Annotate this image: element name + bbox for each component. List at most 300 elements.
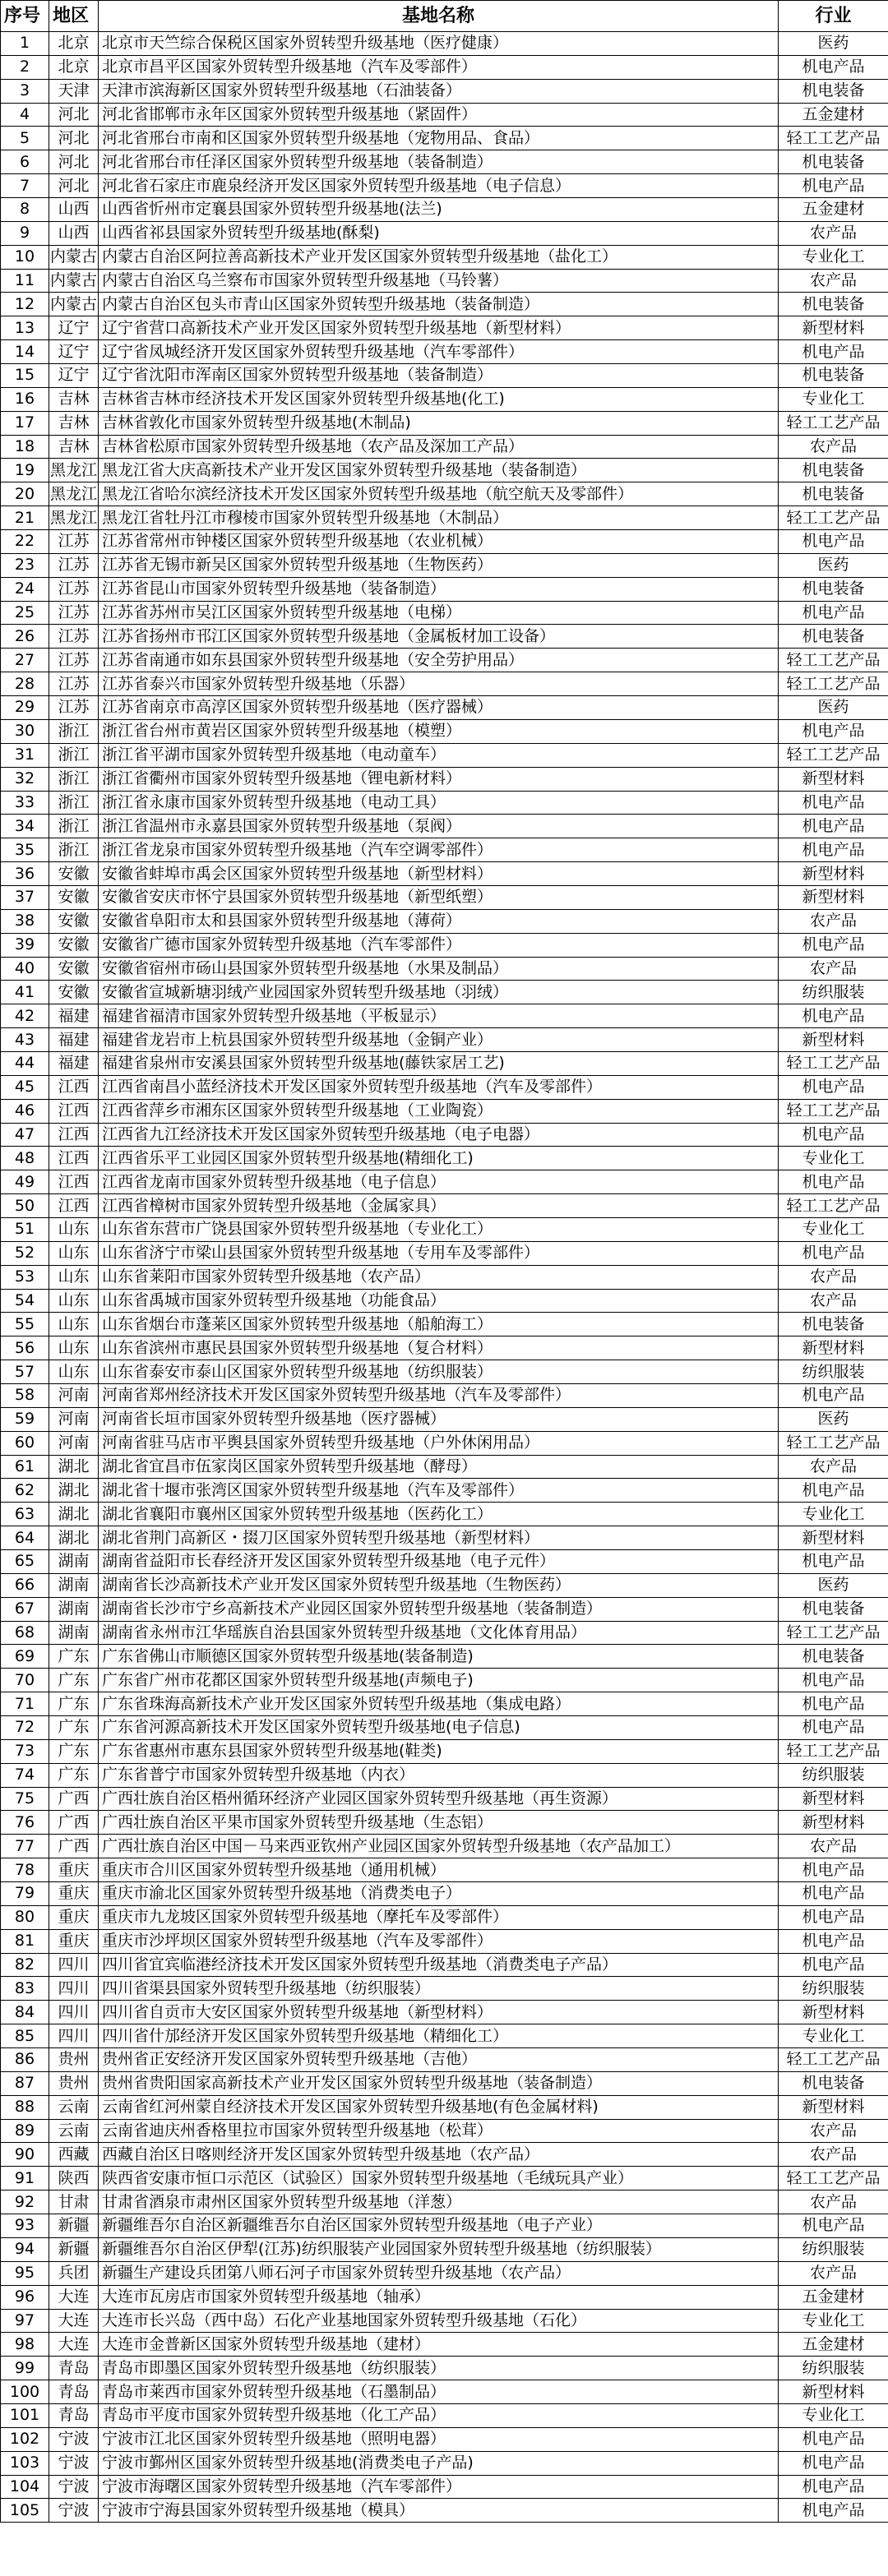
base-name-cell: 浙江省龙泉市国家外贸转型升级基地（汽车空调零部件） [99, 838, 779, 862]
industry-cell: 新型材料 [779, 885, 888, 909]
region-cell: 山东 [49, 1217, 99, 1241]
industry-cell: 五金建材 [779, 2333, 888, 2357]
region-cell: 福建 [49, 1028, 99, 1052]
row-number: 37 [1, 885, 49, 909]
row-number: 24 [1, 577, 49, 601]
region-cell: 江西 [49, 1170, 99, 1194]
base-name-cell: 山东省滨州市惠民县国家外贸转型升级基地（复合材料） [99, 1336, 779, 1360]
table-row [1, 696, 888, 720]
region-cell: 云南 [49, 2095, 99, 2119]
industry-cell: 机电装备 [779, 577, 888, 601]
base-name-cell: 湖南省长沙高新技术产业开发区国家外贸转型升级基地（生物医药） [99, 1573, 779, 1597]
table-row [1, 198, 888, 222]
industry-cell: 纺织服装 [779, 1763, 888, 1787]
base-name-cell: 广东省珠海高新技术产业开发区国家外贸转型升级基地（集成电路） [99, 1692, 779, 1716]
row-number: 85 [1, 2024, 49, 2048]
base-name-cell: 大连市长兴岛（西中岛）石化产业基地国家外贸转型升级基地（石化） [99, 2309, 779, 2333]
base-name-cell: 浙江省永康市国家外贸转型升级基地（电动工具） [99, 791, 779, 815]
base-name-cell: 贵州省正安经济开发区国家外贸转型升级基地（吉他） [99, 2048, 779, 2072]
industry-cell: 纺织服装 [779, 1977, 888, 2001]
row-number: 105 [1, 2499, 49, 2523]
region-cell: 新疆 [49, 2237, 99, 2261]
region-cell: 广东 [49, 1692, 99, 1716]
region-cell: 湖北 [49, 1479, 99, 1503]
table-row [1, 2261, 888, 2285]
industry-cell: 专业化工 [779, 2309, 888, 2333]
base-name-cell: 广东省广州市花都区国家外贸转型升级基地(声频电子) [99, 1669, 779, 1692]
region-cell: 湖南 [49, 1621, 99, 1645]
table-row [1, 1739, 888, 1763]
row-number: 63 [1, 1503, 49, 1526]
base-name-cell: 青岛市莱西市国家外贸转型升级基地（石墨制品） [99, 2380, 779, 2404]
table-row [1, 2285, 888, 2309]
row-number: 25 [1, 601, 49, 625]
row-number: 34 [1, 815, 49, 838]
industry-cell: 机电产品 [779, 1905, 888, 1929]
base-name-cell: 北京市昌平区国家外贸转型升级基地（汽车及零部件） [99, 55, 779, 79]
base-name-cell: 天津市滨海新区国家外贸转型升级基地（石油装备） [99, 79, 779, 103]
row-number: 35 [1, 838, 49, 862]
region-cell: 四川 [49, 2001, 99, 2024]
base-name-cell: 宁波市海曙区国家外贸转型升级基地（汽车零部件） [99, 2475, 779, 2499]
industry-cell: 新型材料 [779, 1787, 888, 1811]
industry-cell: 农产品 [779, 2261, 888, 2285]
industry-cell: 纺织服装 [779, 1360, 888, 1384]
region-cell: 天津 [49, 79, 99, 103]
row-number: 86 [1, 2048, 49, 2072]
base-name-cell: 西藏自治区日喀则经济开发区国家外贸转型升级基地（农产品） [99, 2143, 779, 2167]
region-cell: 山西 [49, 198, 99, 222]
industry-cell: 机电装备 [779, 625, 888, 649]
table-row [1, 1597, 888, 1621]
table-row [1, 482, 888, 506]
row-number: 33 [1, 791, 49, 815]
table-row [1, 2191, 888, 2214]
region-cell: 山西 [49, 221, 99, 245]
table-row [1, 1692, 888, 1716]
industry-cell: 机电产品 [779, 1716, 888, 1740]
table-row [1, 838, 888, 862]
region-cell: 安徽 [49, 981, 99, 1004]
table-row [1, 1170, 888, 1194]
industry-cell: 机电产品 [779, 1858, 888, 1882]
table-row [1, 2499, 888, 2523]
table-row [1, 2451, 888, 2475]
row-number: 31 [1, 743, 49, 767]
table-row [1, 79, 888, 103]
region-cell: 重庆 [49, 1905, 99, 1929]
row-number: 15 [1, 364, 49, 388]
table-row [1, 1360, 888, 1384]
base-name-cell: 四川省什邡经济开发区国家外贸转型升级基地（精细化工） [99, 2024, 779, 2048]
base-name-cell: 湖北省宜昌市伍家岗区国家外贸转型升级基地（酵母） [99, 1455, 779, 1479]
industry-cell: 轻工工艺产品 [779, 649, 888, 672]
base-name-cell: 吉林省松原市国家外贸转型升级基地（农产品及深加工产品） [99, 435, 779, 459]
row-number: 53 [1, 1265, 49, 1289]
base-name-cell: 大连市金普新区国家外贸转型升级基地（建材） [99, 2333, 779, 2357]
base-name-cell: 大连市瓦房店市国家外贸转型升级基地（轴承） [99, 2285, 779, 2309]
region-cell: 江苏 [49, 696, 99, 720]
industry-cell: 机电装备 [779, 79, 888, 103]
base-name-cell: 河北省邯郸市永年区国家外贸转型升级基地（紧固件） [99, 103, 779, 127]
table-row [1, 1763, 888, 1787]
row-number: 69 [1, 1645, 49, 1669]
region-cell: 安徽 [49, 909, 99, 933]
row-number: 93 [1, 2214, 49, 2238]
region-cell: 兵团 [49, 2261, 99, 2285]
industry-cell: 机电产品 [779, 1929, 888, 1953]
table-row [1, 815, 888, 838]
industry-cell: 新型材料 [779, 2095, 888, 2119]
row-number: 68 [1, 1621, 49, 1645]
table-row [1, 1336, 888, 1360]
industry-cell: 纺织服装 [779, 2237, 888, 2261]
table-row [1, 411, 888, 435]
region-cell: 江西 [49, 1075, 99, 1099]
industry-cell: 农产品 [779, 221, 888, 245]
base-name-cell: 河南省长垣市国家外贸转型升级基地（医疗器械） [99, 1407, 779, 1431]
base-name-cell: 湖南省长沙市宁乡高新技术产业园区国家外贸转型升级基地（装备制造） [99, 1597, 779, 1621]
row-number: 14 [1, 340, 49, 364]
table-row [1, 577, 888, 601]
base-name-cell: 新疆维吾尔自治区新疆维吾尔自治区国家外贸转型升级基地（电子产业） [99, 2214, 779, 2238]
base-name-cell: 江苏省昆山市国家外贸转型升级基地（装备制造） [99, 577, 779, 601]
table-row [1, 316, 888, 340]
industry-cell: 机电产品 [779, 2475, 888, 2499]
table-row [1, 387, 888, 411]
table-row [1, 862, 888, 886]
base-name-cell: 广西壮族自治区中国－马来西亚钦州产业园区国家外贸转型升级基地（农产品加工） [99, 1835, 779, 1858]
row-number: 49 [1, 1170, 49, 1194]
row-number: 81 [1, 1929, 49, 1953]
row-number: 8 [1, 198, 49, 222]
header-region: 地区 [49, 1, 99, 32]
industry-cell: 机电产品 [779, 55, 888, 79]
row-number: 102 [1, 2427, 49, 2451]
base-name-cell: 福建省福清市国家外贸转型升级基地（平板显示） [99, 1004, 779, 1028]
base-name-cell: 青岛市平度市国家外贸转型升级基地（化工产品） [99, 2403, 779, 2427]
industry-cell: 轻工工艺产品 [779, 1431, 888, 1455]
industry-cell: 轻工工艺产品 [779, 2048, 888, 2072]
table-row [1, 1882, 888, 1906]
table-row [1, 2237, 888, 2261]
region-cell: 浙江 [49, 767, 99, 791]
base-name-cell: 重庆市九龙坡区国家外贸转型升级基地（摩托车及零部件） [99, 1905, 779, 1929]
row-number: 55 [1, 1313, 49, 1336]
base-name-cell: 宁波市宁海县国家外贸转型升级基地（模具） [99, 2499, 779, 2523]
region-cell: 浙江 [49, 815, 99, 838]
row-number: 45 [1, 1075, 49, 1099]
table-row [1, 1099, 888, 1123]
industry-cell: 轻工工艺产品 [779, 506, 888, 530]
base-name-cell: 安徽省宿州市砀山县国家外贸转型升级基地（水果及制品） [99, 957, 779, 981]
table-row [1, 2001, 888, 2024]
table-row [1, 672, 888, 696]
row-number: 50 [1, 1194, 49, 1218]
table-row [1, 364, 888, 388]
region-cell: 青岛 [49, 2403, 99, 2427]
base-name-cell: 安徽省广德市国家外贸转型升级基地（汽车零部件） [99, 933, 779, 957]
table-row [1, 1194, 888, 1218]
industry-cell: 机电产品 [779, 1550, 888, 1574]
industry-cell: 机电装备 [779, 1313, 888, 1336]
row-number: 29 [1, 696, 49, 720]
row-number: 72 [1, 1716, 49, 1740]
industry-cell: 机电产品 [779, 719, 888, 743]
table-row [1, 2357, 888, 2380]
industry-cell: 机电装备 [779, 150, 888, 174]
base-name-cell: 江苏省扬州市邗江区国家外贸转型升级基地（金属板材加工设备） [99, 625, 779, 649]
row-number: 1 [1, 32, 49, 56]
industry-cell: 机电产品 [779, 1953, 888, 1977]
industry-cell: 机电产品 [779, 530, 888, 554]
table-row [1, 530, 888, 554]
region-cell: 河北 [49, 127, 99, 150]
industry-cell: 农产品 [779, 435, 888, 459]
region-cell: 湖南 [49, 1573, 99, 1597]
region-cell: 山东 [49, 1360, 99, 1384]
table-row [1, 1123, 888, 1147]
table-row [1, 2403, 888, 2427]
industry-cell: 医药 [779, 553, 888, 577]
row-number: 60 [1, 1431, 49, 1455]
industry-cell: 轻工工艺产品 [779, 1051, 888, 1075]
row-number: 66 [1, 1573, 49, 1597]
table-row [1, 1407, 888, 1431]
row-number: 71 [1, 1692, 49, 1716]
region-cell: 河北 [49, 150, 99, 174]
region-cell: 江苏 [49, 672, 99, 696]
region-cell: 山东 [49, 1289, 99, 1313]
region-cell: 内蒙古 [49, 245, 99, 269]
region-cell: 西藏 [49, 2143, 99, 2167]
row-number: 32 [1, 767, 49, 791]
table-row [1, 1977, 888, 2001]
row-number: 78 [1, 1858, 49, 1882]
base-name-cell: 安徽省蚌埠市禹会区国家外贸转型升级基地（新型材料） [99, 862, 779, 886]
region-cell: 安徽 [49, 933, 99, 957]
region-cell: 广东 [49, 1669, 99, 1692]
industry-cell: 新型材料 [779, 767, 888, 791]
row-number: 11 [1, 269, 49, 293]
base-name-cell: 四川省宜宾临港经济技术开发区国家外贸转型升级基地（消费类电子产品） [99, 1953, 779, 1977]
table-row [1, 2333, 888, 2357]
table-row [1, 767, 888, 791]
row-number: 99 [1, 2357, 49, 2380]
row-number: 67 [1, 1597, 49, 1621]
table-row [1, 1573, 888, 1597]
table-row [1, 1051, 888, 1075]
base-name-cell: 贵州省贵阳国家高新技术产业开发区国家外贸转型升级基地（装备制造） [99, 2071, 779, 2095]
row-number: 41 [1, 981, 49, 1004]
base-name-cell: 重庆市沙坪坝区国家外贸转型升级基地（汽车及零部件） [99, 1929, 779, 1953]
row-number: 89 [1, 2119, 49, 2143]
industry-cell: 五金建材 [779, 2285, 888, 2309]
region-cell: 吉林 [49, 435, 99, 459]
table-row [1, 269, 888, 293]
industry-cell: 机电产品 [779, 340, 888, 364]
base-name-cell: 新疆维吾尔自治区伊犁(江苏)纺织服装产业园国家外贸转型升级基地（纺织服装） [99, 2237, 779, 2261]
base-name-cell: 河北省邢台市南和区国家外贸转型升级基地（宠物用品、食品） [99, 127, 779, 150]
base-name-cell: 山东省莱阳市国家外贸转型升级基地（农产品） [99, 1265, 779, 1289]
base-name-cell: 浙江省平湖市国家外贸转型升级基地（电动童车） [99, 743, 779, 767]
table-row [1, 625, 888, 649]
region-cell: 江苏 [49, 553, 99, 577]
table-row [1, 32, 888, 56]
industry-cell: 新型材料 [779, 1811, 888, 1835]
row-number: 104 [1, 2475, 49, 2499]
region-cell: 内蒙古 [49, 293, 99, 316]
base-name-cell: 河北省石家庄市鹿泉经济开发区国家外贸转型升级基地（电子信息） [99, 174, 779, 198]
row-number: 62 [1, 1479, 49, 1503]
table-row [1, 2024, 888, 2048]
row-number: 17 [1, 411, 49, 435]
region-cell: 河南 [49, 1383, 99, 1407]
table-row [1, 127, 888, 150]
industry-cell: 新型材料 [779, 1526, 888, 1550]
base-name-cell: 安徽省阜阳市太和县国家外贸转型升级基地（薄荷） [99, 909, 779, 933]
base-name-cell: 湖南省益阳市长春经济开发区国家外贸转型升级基地（电子元件） [99, 1550, 779, 1574]
row-number: 87 [1, 2071, 49, 2095]
row-number: 26 [1, 625, 49, 649]
region-cell: 黑龙江 [49, 506, 99, 530]
region-cell: 贵州 [49, 2048, 99, 2072]
table-row [1, 103, 888, 127]
row-number: 88 [1, 2095, 49, 2119]
table-row [1, 1835, 888, 1858]
base-name-cell: 河北省邢台市任泽区国家外贸转型升级基地（装备制造） [99, 150, 779, 174]
base-name-cell: 湖北省襄阳市襄州区国家外贸转型升级基地（医药化工） [99, 1503, 779, 1526]
industry-cell: 轻工工艺产品 [779, 127, 888, 150]
base-name-cell: 内蒙古自治区乌兰察布市国家外贸转型升级基地（马铃薯） [99, 269, 779, 293]
industry-cell: 机电产品 [779, 601, 888, 625]
row-number: 52 [1, 1241, 49, 1265]
row-number: 2 [1, 55, 49, 79]
region-cell: 河北 [49, 103, 99, 127]
row-number: 65 [1, 1550, 49, 1574]
table-row [1, 885, 888, 909]
row-number: 97 [1, 2309, 49, 2333]
region-cell: 广西 [49, 1811, 99, 1835]
industry-cell: 机电产品 [779, 2451, 888, 2475]
region-cell: 浙江 [49, 838, 99, 862]
industry-cell: 轻工工艺产品 [779, 2167, 888, 2191]
table-row [1, 1550, 888, 1574]
row-number: 96 [1, 2285, 49, 2309]
industry-cell: 农产品 [779, 1289, 888, 1313]
table-row [1, 1075, 888, 1099]
region-cell: 四川 [49, 1953, 99, 1977]
industry-cell: 机电产品 [779, 838, 888, 862]
industry-cell: 新型材料 [779, 862, 888, 886]
industry-cell: 机电产品 [779, 2499, 888, 2523]
table-row [1, 719, 888, 743]
region-cell: 湖北 [49, 1503, 99, 1526]
base-name-cell: 广东省佛山市顺德区国家外贸转型升级基地(装备制造) [99, 1645, 779, 1669]
base-name-cell: 重庆市渝北区国家外贸转型升级基地（消费类电子） [99, 1882, 779, 1906]
base-name-cell: 江西省萍乡市湘东区国家外贸转型升级基地（工业陶瓷） [99, 1099, 779, 1123]
header-no: 序号 [1, 1, 49, 32]
table-body [1, 32, 888, 2523]
region-cell: 江苏 [49, 625, 99, 649]
row-number: 44 [1, 1051, 49, 1075]
row-number: 59 [1, 1407, 49, 1431]
row-number: 100 [1, 2380, 49, 2404]
row-number: 90 [1, 2143, 49, 2167]
base-name-cell: 广西壮族自治区梧州循环经济产业园区国家外贸转型升级基地（再生资源） [99, 1787, 779, 1811]
industry-cell: 专业化工 [779, 1147, 888, 1170]
table-row [1, 1645, 888, 1669]
base-name-cell: 湖南省永州市江华瑶族自治县国家外贸转型升级基地（文化体育用品） [99, 1621, 779, 1645]
table-row [1, 2071, 888, 2095]
table-row [1, 909, 888, 933]
industry-cell: 轻工工艺产品 [779, 672, 888, 696]
row-number: 77 [1, 1835, 49, 1858]
row-number: 20 [1, 482, 49, 506]
base-name-cell: 江西省乐平工业园区国家外贸转型升级基地(精细化工) [99, 1147, 779, 1170]
row-number: 5 [1, 127, 49, 150]
row-number: 21 [1, 506, 49, 530]
base-name-cell: 江苏省苏州市吴江区国家外贸转型升级基地（电梯） [99, 601, 779, 625]
table-row [1, 150, 888, 174]
region-cell: 福建 [49, 1004, 99, 1028]
table-row [1, 1858, 888, 1882]
table-row [1, 174, 888, 198]
base-name-cell: 山东省烟台市蓬莱区国家外贸转型升级基地（船舶海工） [99, 1313, 779, 1336]
industry-cell: 专业化工 [779, 387, 888, 411]
industry-cell: 机电产品 [779, 791, 888, 815]
table-row [1, 1431, 888, 1455]
industry-cell: 五金建材 [779, 103, 888, 127]
base-name-cell: 安徽省安庆市怀宁县国家外贸转型升级基地（新型纸塑） [99, 885, 779, 909]
row-number: 18 [1, 435, 49, 459]
row-number: 46 [1, 1099, 49, 1123]
region-cell: 黑龙江 [49, 459, 99, 482]
industry-cell: 机电装备 [779, 482, 888, 506]
region-cell: 广西 [49, 1787, 99, 1811]
region-cell: 山东 [49, 1265, 99, 1289]
industry-cell: 轻工工艺产品 [779, 411, 888, 435]
base-name-cell: 江苏省泰兴市国家外贸转型升级基地（乐器） [99, 672, 779, 696]
table-row [1, 2167, 888, 2191]
row-number: 48 [1, 1147, 49, 1170]
region-cell: 河北 [49, 174, 99, 198]
table-row [1, 435, 888, 459]
region-cell: 山东 [49, 1313, 99, 1336]
industry-cell: 农产品 [779, 269, 888, 293]
row-number: 73 [1, 1739, 49, 1763]
region-cell: 湖北 [49, 1455, 99, 1479]
row-number: 19 [1, 459, 49, 482]
row-number: 12 [1, 293, 49, 316]
base-name-cell: 黑龙江省大庆高新技术产业开发区国家外贸转型升级基地（装备制造） [99, 459, 779, 482]
industry-cell: 医药 [779, 32, 888, 56]
industry-cell: 机电产品 [779, 1123, 888, 1147]
region-cell: 宁波 [49, 2475, 99, 2499]
row-number: 7 [1, 174, 49, 198]
region-cell: 重庆 [49, 1929, 99, 1953]
base-name-cell: 江苏省南京市高淳区国家外贸转型升级基地（医疗器械） [99, 696, 779, 720]
row-number: 9 [1, 221, 49, 245]
industry-cell: 农产品 [779, 909, 888, 933]
base-name-cell: 广西壮族自治区平果市国家外贸转型升级基地（生态铝） [99, 1811, 779, 1835]
row-number: 92 [1, 2191, 49, 2214]
base-name-cell: 江苏省无锡市新吴区国家外贸转型升级基地（生物医药） [99, 553, 779, 577]
base-name-cell: 浙江省衢州市国家外贸转型升级基地（锂电新材料） [99, 767, 779, 791]
industry-cell: 机电产品 [779, 1882, 888, 1906]
row-number: 82 [1, 1953, 49, 1977]
industry-cell: 五金建材 [779, 198, 888, 222]
